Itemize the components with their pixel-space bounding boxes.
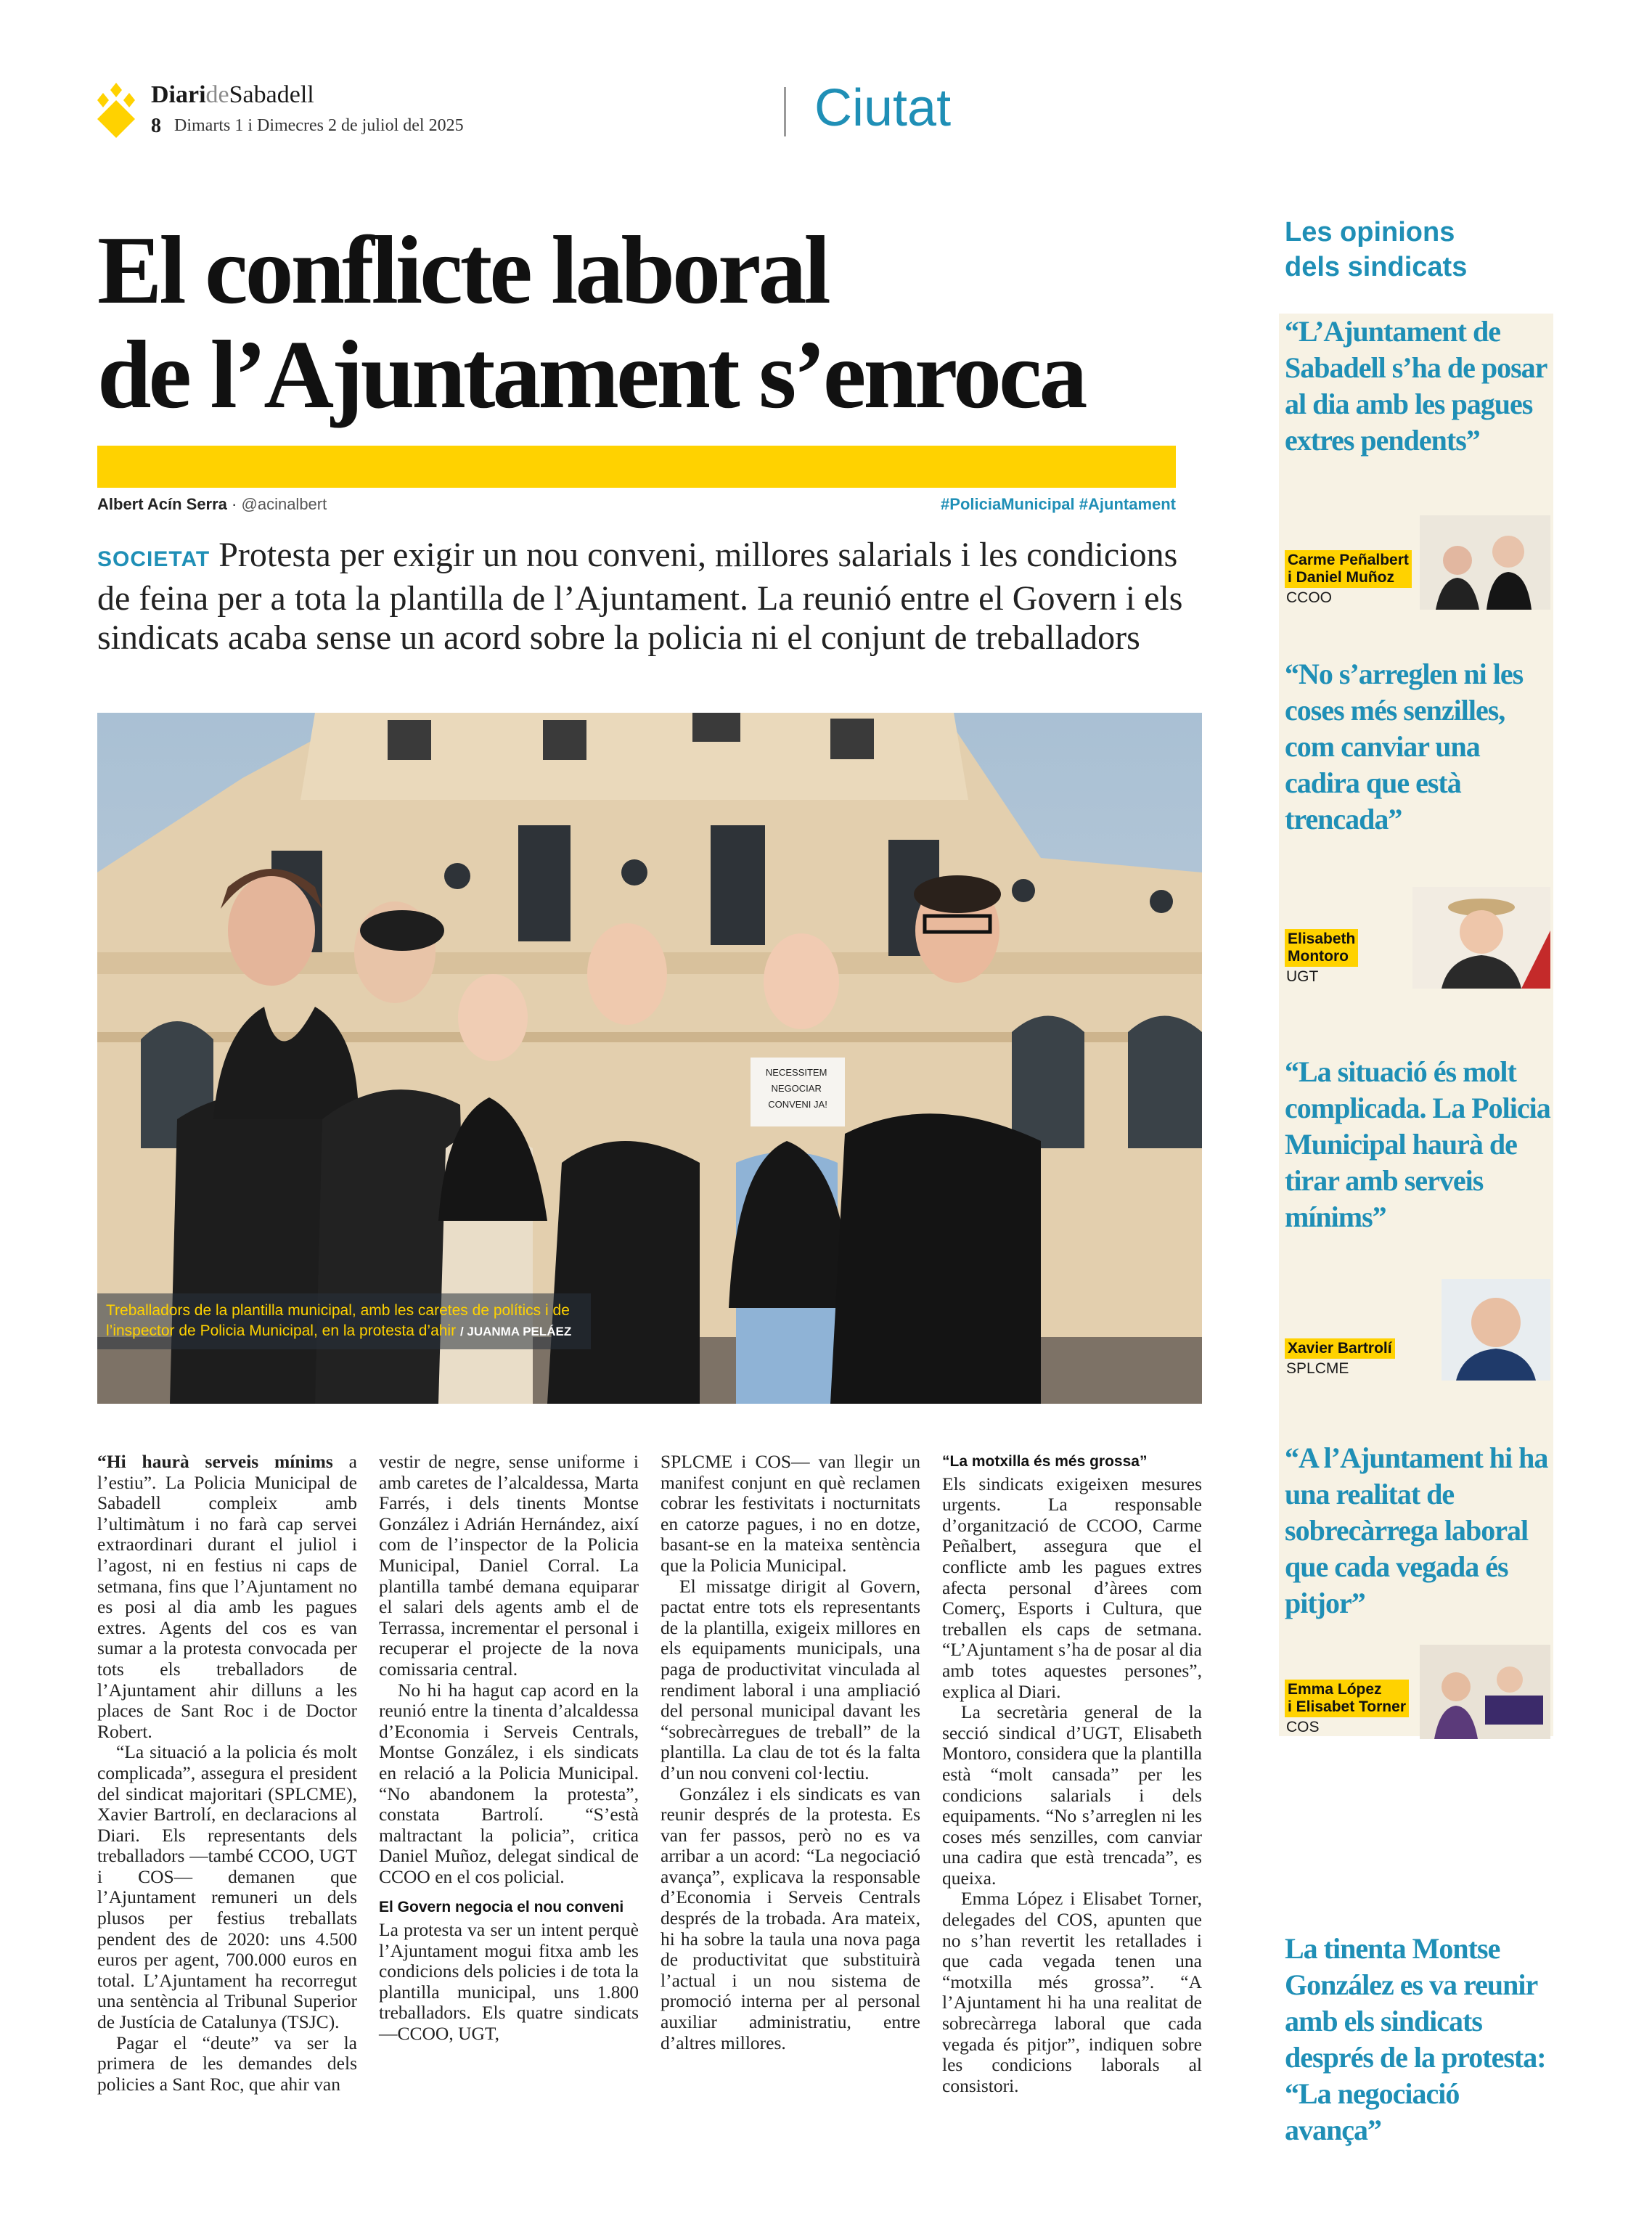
- lead-text: Protesta per exigir un nou conveni, millores salarials i les condicions de feina per a tota la plantilla de l’Ajuntament. La reunió entre el Govern i els sindicats acaba sense un acord sobre la policia ni el conjunt de treballadors: [97, 536, 1183, 657]
- page-number: 8: [151, 115, 161, 137]
- body-subhead: El Govern negocia el nou conveni: [379, 1899, 624, 1916]
- author-name-badge: Carme Peñalbert i Daniel Muñoz: [1285, 550, 1412, 588]
- kicker-label: SOCIETAT: [97, 547, 210, 571]
- body-paragraph: El missatge dirigit al Govern, pactat entre tots els representants de la plantilla, exigeix millores en els equipaments municipals, una paga de productivitat vinculada al rendiment laboral i una ampliació del personal municipal davant les “sobrecàrregues de treball” de la plantilla. La clau de tot és la falta d’un nou conveni col·lectiu.: [661, 1575, 920, 1783]
- headline-line-1: El conflicte laboral: [97, 216, 828, 324]
- body-paragraph: La protesta va ser un intent perquè l’Ajuntament mogui fitxa amb les condicions dels policies i de tota la plantilla municipal, uns 1.800 treballadors. Els quatre sindicats —CCOO, UGT,: [379, 1919, 639, 2045]
- body-paragraph: SPLCME i COS— van llegir un manifest conjunt en què reclamen cobrar les festivitats i nocturnitats en catorze pagues, i no en dotze, basant-se en la mateixa sentència que la Policia Municipal.: [661, 1451, 920, 1576]
- union-label: COS: [1286, 1719, 1320, 1735]
- body-paragraph: “La situació a la policia és molt complicada”, assegura el president del sindicat majoritari (SPLCME), Xavier Bartrolí, en declaracions al Diari. Els representants dels treballadors —també CCOO, UGT i COS— demanen que l’Ajuntament remuneri un dels plusos per festius treballats pendent des de 2020: uns 4.500 euros per agent, 700.000 euros en total. L’Ajuntament ha recorregut una sentència al Tribunal Superior de Justícia de Catalunya (TSJC).: [97, 1741, 357, 2033]
- portrait-avatar: [1412, 887, 1550, 989]
- sidebar-title-line-1: Les opinions: [1285, 217, 1455, 248]
- headline-line-2: de l’Ajuntament s’enroca: [97, 321, 1085, 428]
- opinion-author: [1285, 515, 1550, 610]
- body-paragraph: vestir de negre, sense uniforme i amb caretes de l’alcaldessa, Marta Farrés, i dels tinents Montse González i Adrián Hernández, així com de l’inspector de la Policia Municipal, Daniel Corral. La plantilla també demana equiparar el salari dels agents amb el de Terrassa, incrementar el personal i recuperar el projecte de la nova comissaria central.: [379, 1451, 639, 1680]
- article-lead: [97, 536, 1186, 658]
- body-paragraph: González i els sindicats es van reunir després de la protesta. Es van fer passos, però no es va arribar a un acord: “La negociació avança”, explicava la responsable d’Economia i Serveis Centrals després de la trobada. Ara mateix, hi ha sobre la taula una nova paga de productivitat que substituirà l’actual i un nou sistema de promoció interna per al personal auxiliar administratiu, entre d’altres millores.: [661, 1783, 920, 2053]
- body-paragraph: No hi ha hagut cap acord en la reunió entre la tinenta d’alcaldessa d’Economia i Serveis Centrals, Montse González, i els sindicats en relació a la Policia Municipal. “No abandonem la protesta”, constata Bartrolí. “S’està maltractant la policia”, critica Daniel Muñoz, delegat sindical de CCOO en el cos policial.: [379, 1679, 639, 1887]
- body-column-2: [379, 1452, 639, 2045]
- headline: [97, 218, 1201, 427]
- photo-caption: [97, 1293, 591, 1349]
- byline: [97, 495, 327, 514]
- author-name-badge: Emma López i Elisabet Torner: [1285, 1680, 1409, 1717]
- sign-text-line: NEGOCIAR: [771, 1083, 822, 1094]
- opinion-quote: “La situació és molt complicada. La Policia Municipal haurà de tirar amb serveis mínims”: [1285, 1055, 1550, 1233]
- photo-credit: / JUANMA PELÁEZ: [459, 1325, 572, 1338]
- portrait-avatar: [1420, 515, 1550, 610]
- body-paragraph: Els sindicats exigeixen mesures urgents. La responsable d’organització de CCOO, Carme Peñalbert, assegura que el conflicte amb les pagues extres afecta personal d’àrees com Comerç, Esports i Cultura, que treballen els caps de setmana. “L’Ajuntament s’ha de posar al dia amb totes aquestes persones”, explica al Diari.: [942, 1473, 1202, 1702]
- sidebar-title: [1285, 215, 1467, 285]
- opinion-author: [1285, 1286, 1550, 1381]
- union-opinions-sidebar: [1279, 160, 1553, 2192]
- section-divider: [784, 87, 786, 136]
- body-column-4: [942, 1452, 1202, 2096]
- union-label: UGT: [1286, 968, 1319, 985]
- diari-logo-icon: [96, 83, 136, 138]
- opinion-quote: “L’Ajuntament de Sabadell s’ha de posar al dia amb les pagues extres pendents”: [1285, 315, 1547, 457]
- masthead: [96, 78, 1185, 144]
- author-name-badge: Xavier Bartrolí: [1285, 1338, 1395, 1359]
- headline-underline-bar: [97, 446, 1176, 488]
- sidebar-title-line-2: dels sindicats: [1285, 252, 1468, 282]
- portrait-avatar: [1420, 1645, 1550, 1739]
- union-label: CCOO: [1286, 589, 1332, 606]
- issue-date: Dimarts 1 i Dimecres 2 de juliol del 2025: [174, 116, 464, 135]
- body-paragraph: Emma López i Elisabet Torner, delegades del COS, apunten que no s’han revertit les retallades i que cada vegada tenen una “motxilla més grossa”. “A l’Ajuntament hi ha una realitat de sobrecàrrega laboral que cada vegada és pitjor”, indiquen sobre les condicions laborals al consistori.: [942, 1888, 1202, 2096]
- opinion-author: [1285, 894, 1550, 989]
- sign-text-line: CONVENI JA!: [768, 1099, 827, 1110]
- sign-text-line: NECESSITEM: [765, 1067, 827, 1078]
- opinion-quote: “A l’Ajuntament hi ha una realitat de sobrecàrrega laboral que cada vegada és pitjor”: [1285, 1441, 1548, 1619]
- section-name: Ciutat: [814, 79, 952, 137]
- author-name-badge: Elisabeth Montoro: [1285, 929, 1358, 967]
- body-column-3: [661, 1452, 920, 2053]
- union-label: SPLCME: [1286, 1360, 1349, 1377]
- author-handle[interactable]: @acinalbert: [241, 495, 327, 513]
- sign-text: [766, 1067, 830, 1110]
- body-paragraph: Pagar el “deute” va ser la primera de les demandes dels policies a Sant Roc, que ahir van: [97, 2032, 357, 2095]
- article-photo: [97, 713, 1202, 1404]
- opinion-author: [1285, 1645, 1550, 1739]
- bottom-highlight-quote: La tinenta Montse González es va reunir amb els sindicats després de la protesta: “La negociació avança”: [1285, 1932, 1546, 2146]
- byline-separator: ·: [232, 495, 237, 513]
- body-paragraph: “Hi haurà serveis mínims a l’estiu”. La Policia Municipal de Sabadell compleix amb l’ultimàtum i no farà cap servei extraordinari durant el juliol i l’agost, ni en festius ni caps de setmana, fins que l’Ajuntament no es posi al dia amb les pagues extres. Agents del cos es van sumar a la protesta convocada per tots els treballadors de l’Ajuntament ahir dilluns a les places de Sant Roc i de Doctor Robert.: [97, 1451, 357, 1742]
- opinion-quote: “No s’arreglen ni les coses més senzilles, com canviar una cadira que està trencada”: [1285, 658, 1524, 835]
- caption-text: Treballadors de la plantilla municipal, amb les caretes de polítics i de l’inspector de Policia Municipal, en la protesta d’ahir: [106, 1302, 570, 1339]
- brand-name: DiarideSabadell: [151, 81, 314, 108]
- body-subhead: “La motxilla és més grossa”: [942, 1453, 1148, 1470]
- portrait-avatar: [1442, 1279, 1550, 1381]
- body-paragraph: La secretària general de la secció sindical d’UGT, Elisabeth Montoro, considera que la plantilla està “molt cansada” per les condicions salarials i dels equipaments. “No s’arreglen ni les coses més senzilles, com canviar una cadira que està trencada”, es queixa.: [942, 1701, 1202, 1889]
- body-column-1: [97, 1452, 357, 2095]
- hashtags[interactable]: #PoliciaMunicipal #Ajuntament: [941, 495, 1176, 513]
- author-name: Albert Acín Serra: [97, 495, 227, 513]
